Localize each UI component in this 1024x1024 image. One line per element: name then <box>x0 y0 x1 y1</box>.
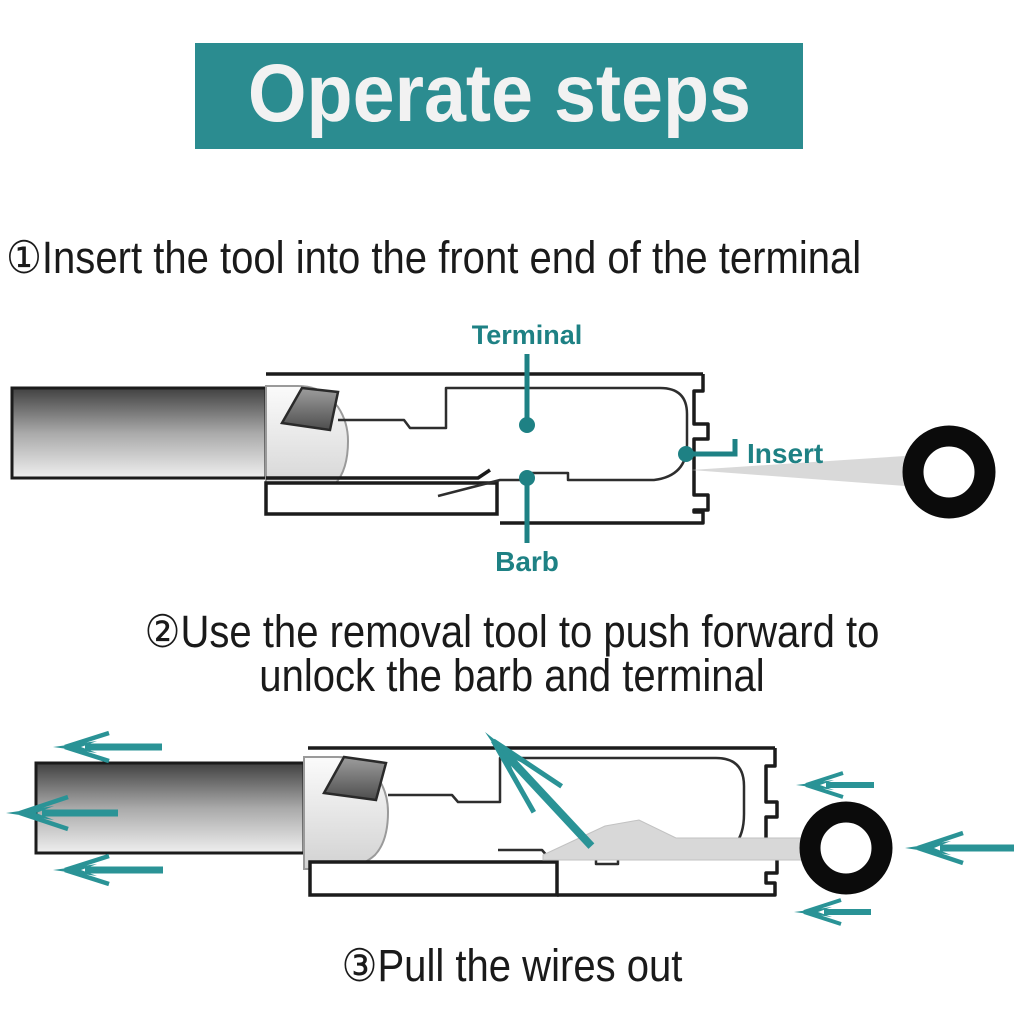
step-2-text <box>56 606 967 701</box>
housing-lower-tab <box>266 483 497 514</box>
step-3-text: ③Pull the wires out <box>341 940 683 991</box>
step-2-line-2: unlock the barb and terminal <box>259 650 765 701</box>
push-arrow-diagonal <box>471 719 605 859</box>
terminal-label: Terminal <box>471 320 583 350</box>
housing-lower-tab <box>310 862 557 895</box>
diagram-insert-tool <box>0 310 1024 600</box>
title-banner <box>195 43 803 149</box>
pull-arrow-right-3 <box>794 900 871 924</box>
insert-callout <box>678 438 823 469</box>
pull-arrow-right-2 <box>905 833 1014 863</box>
pull-arrow-right-1 <box>796 773 874 797</box>
step-2-line-1: ②Use the removal tool to push forward to <box>144 606 880 657</box>
step-1-text: ①Insert the tool into the front end of the terminal <box>6 232 862 283</box>
terminal-callout <box>472 320 583 433</box>
inner-terminal-outline <box>338 388 687 496</box>
wire <box>12 388 266 478</box>
wire <box>36 763 304 853</box>
tool-ring-handle <box>810 812 882 884</box>
diagram-pull-wire <box>0 700 1024 950</box>
tool-ring-handle <box>913 436 985 508</box>
insert-label: Insert <box>747 438 824 469</box>
pull-arrow-left-3 <box>53 856 163 884</box>
terminal-pointer-dot <box>519 417 535 433</box>
barb-label: Barb <box>495 546 559 577</box>
pull-arrow-left-1 <box>53 733 162 761</box>
page-title: Operate steps <box>247 48 751 139</box>
